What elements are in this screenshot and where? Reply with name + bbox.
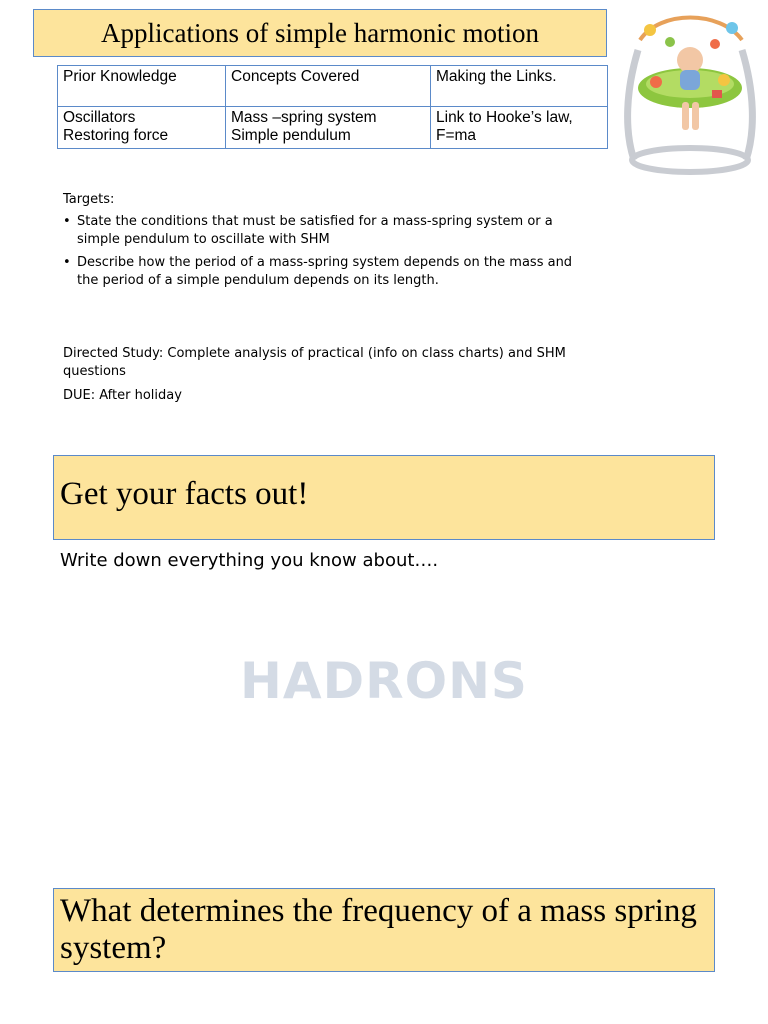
target-item: • Describe how the period of a mass-spring system depends on the mass and the period of a simple pendulum depends on its length. [63, 254, 593, 290]
targets-section [63, 191, 593, 295]
write-prompt: Write down everything you know about…. [60, 550, 439, 571]
page-title: Applications of simple harmonic motion [101, 17, 539, 48]
table-row [58, 107, 608, 149]
targets-list [63, 213, 593, 290]
baby-jumper-image [620, 10, 760, 180]
cell-prior-knowledge [58, 107, 226, 149]
facts-heading: Get your facts out! [60, 476, 309, 512]
cell-concepts-covered [226, 107, 431, 149]
hadrons-watermark: HADRONS [240, 652, 528, 710]
cell-making-links [431, 107, 608, 149]
cell-line: F=ma [436, 127, 477, 144]
header-prior-knowledge: Prior Knowledge [58, 66, 226, 107]
header-concepts-covered: Concepts Covered [226, 66, 431, 107]
question-heading-box [53, 888, 715, 972]
cell-line: Simple pendulum [231, 127, 351, 144]
cell-line: Oscillators [63, 109, 136, 126]
question-heading: What determines the frequency of a mass spring system? [60, 893, 697, 966]
target-item: • State the conditions that must be satisfied for a mass-spring system or a simple pendulum to oscillate with SHM [63, 213, 593, 249]
directed-study-text: Directed Study: Complete analysis of practical (info on class charts) and SHM questions [63, 346, 566, 379]
cell-line: Mass –spring system [231, 109, 377, 126]
targets-label: Targets: [63, 192, 115, 207]
cell-line: Restoring force [63, 127, 169, 144]
cell-line: Link to Hooke’s law, [436, 109, 573, 126]
knowledge-table [57, 65, 608, 149]
facts-heading-box [53, 455, 715, 540]
due-text: DUE: After holiday [63, 388, 182, 403]
header-making-links: Making the Links. [431, 66, 608, 107]
title-box [33, 9, 607, 57]
table-header-row [58, 66, 608, 107]
